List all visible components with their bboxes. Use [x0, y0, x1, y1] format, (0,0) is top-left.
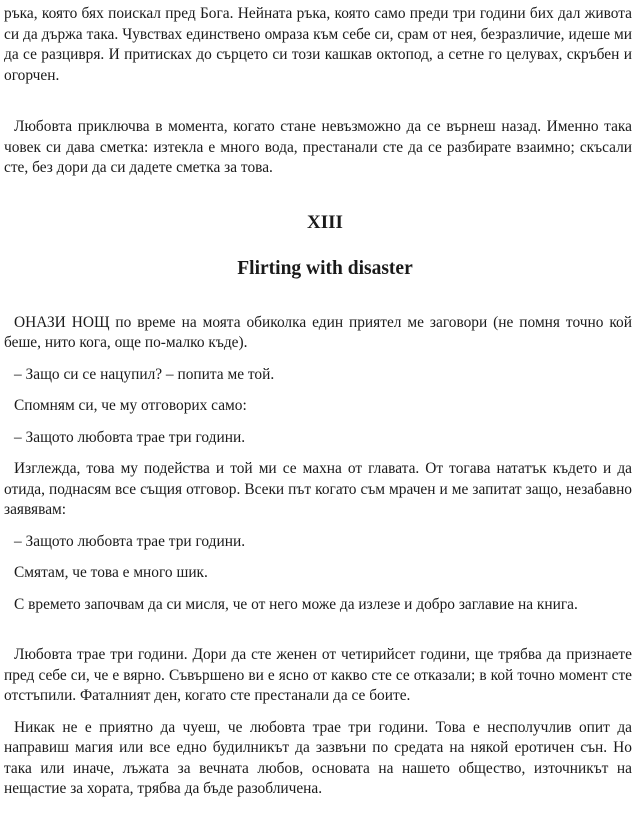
- dialogue-line: – Защото любовта трае три години.: [14, 428, 246, 446]
- paragraph-not-pleasant: Никак не е приятно да чуеш, че любовта трае три години. Това е несполучлив опит да направиш магия или все едно будилникът да зазвъни по средата на някой еротичен сън. Но така или иначе, лъжата за вечната любов, основата на нашето общество, източникът на нещастие за хората, трябва да бъде разобличена.: [4, 718, 632, 797]
- paragraph-since-then: Изглежда, това му подейства и той ми се махна от главата. От тогава нататък където и да отида, поднасям все същия отговор. Всеки път когато съм мрачен и ме запитат защо, незабавно заявявам:: [4, 460, 632, 518]
- paragraph-chic: Смятам, че това е много шик.: [14, 564, 208, 581]
- paragraph-love-ends: Любовта приключва в момента, когато стане невъзможно да се върнеш назад. Именно така човек си дава сметка: изтекла е много вода, престанали сте да се разбирате взаимно; скъсали сте, без дори да си дадете сметка за това.: [4, 118, 632, 176]
- paragraph-love-lasts: Любовта трае три години. Дори да сте женен от четирийсет години, ще трябва да признаете пред себе си, че е вярно. Съвършено ви е ясно от какво сте се отказали; в кой точно момент сте отстъпили. Фаталният ден, когато сте престанали да се боите.: [4, 646, 632, 704]
- dialogue-line: – Защото любовта трае три години.: [14, 532, 246, 550]
- paragraph-continued: ръка, която бях поискал пред Бога. Нейната ръка, която само преди три години бих дал живота си да държа така. Чувствах единствено омраза към себе си, срам от нея, безразличие, идеше ми да се разцивря. И притисках до сърцето си този кашкав октопод, а сетне го целувах, скръбен и огорчен.: [4, 5, 632, 84]
- paragraph-book-title: С времето започвам да си мисля, че от него може да излезе и добро заглавие на книга.: [14, 595, 578, 613]
- book-page: [4, 4, 632, 800]
- chapter-number: XIII: [307, 211, 343, 233]
- chapter-title: Flirting with disaster: [237, 257, 413, 279]
- paragraph-remember: Спомням си, че му отговорих само:: [14, 397, 247, 414]
- paragraph-that-night: ОНАЗИ НОЩ по време на моята обиколка един приятел ме заговори (не помня точно кой беше, нито кога, още по-малко къде).: [4, 313, 632, 351]
- dialogue-line: – Защо си се нацупил? – попита ме той.: [14, 365, 275, 383]
